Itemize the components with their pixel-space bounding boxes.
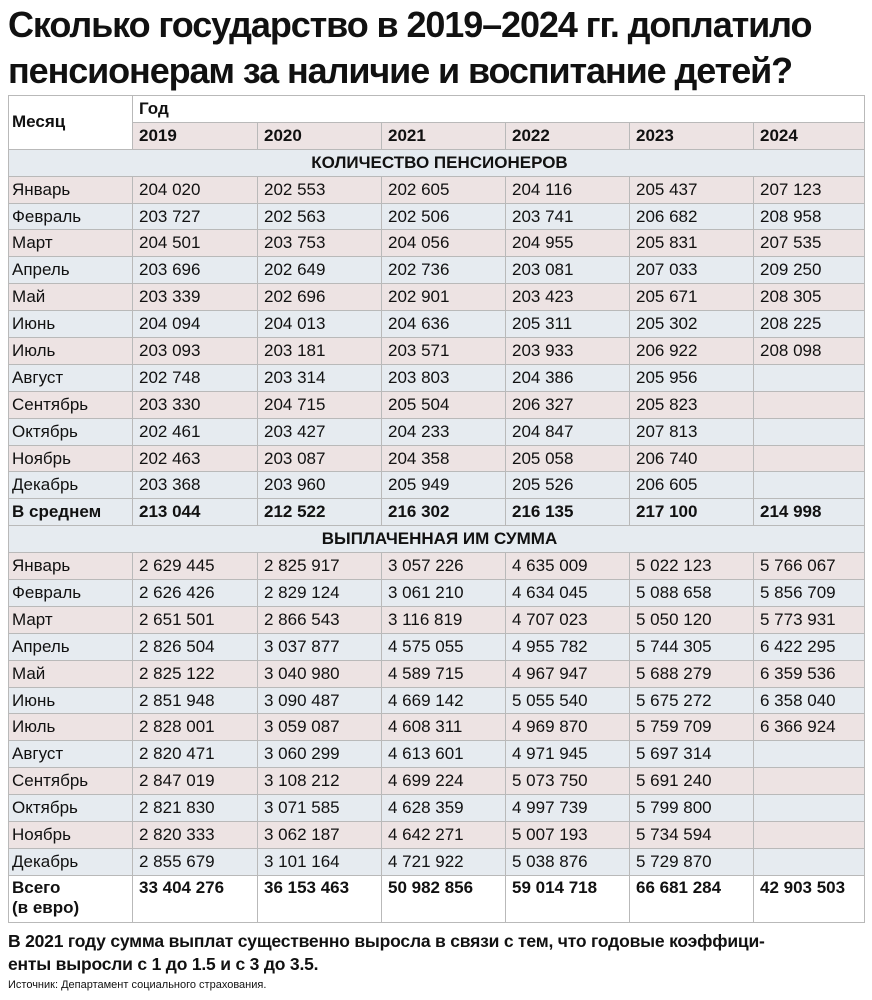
value-cell: 204 013 [258, 311, 382, 338]
table-row [9, 660, 865, 687]
value-cell: 205 831 [630, 230, 754, 257]
value-cell: 4 642 271 [382, 822, 506, 849]
value-cell: 203 803 [382, 364, 506, 391]
value-cell: 5 073 750 [506, 768, 630, 795]
table-row [9, 606, 865, 633]
value-cell: 2 847 019 [133, 768, 258, 795]
value-cell: 6 359 536 [754, 660, 865, 687]
value-cell: 6 422 295 [754, 633, 865, 660]
table-row [9, 257, 865, 284]
table-row [9, 311, 865, 338]
total-label-line-1: Всего [12, 877, 61, 897]
month-cell: Август [9, 364, 133, 391]
table-row [9, 176, 865, 203]
footnote-line-1: В 2021 году сумма выплат существенно выросла в связи с тем, что годовые коэффици- [8, 931, 765, 951]
value-cell: 202 605 [382, 176, 506, 203]
source-note: Источник: Департамент социального страхования. [8, 979, 267, 991]
total-label [9, 875, 133, 922]
value-cell: 5 038 876 [506, 848, 630, 875]
value-cell: 5 799 800 [630, 795, 754, 822]
table-row [9, 364, 865, 391]
value-cell: 205 437 [630, 176, 754, 203]
value-cell: 2 820 333 [133, 822, 258, 849]
total-value: 33 404 276 [133, 875, 258, 922]
value-cell [754, 741, 865, 768]
table-row [9, 633, 865, 660]
value-cell: 202 901 [382, 284, 506, 311]
value-cell: 2 825 917 [258, 553, 382, 580]
value-cell: 2 820 471 [133, 741, 258, 768]
total-value: 42 903 503 [754, 875, 865, 922]
table-header-row [9, 96, 865, 123]
value-cell: 202 461 [133, 418, 258, 445]
year-header: 2021 [382, 122, 506, 149]
value-cell: 4 967 947 [506, 660, 630, 687]
value-cell: 204 056 [382, 230, 506, 257]
table-row [9, 418, 865, 445]
month-cell: Сентябрь [9, 768, 133, 795]
section-title: ВЫПЛАЧЕННАЯ ИМ СУММА [9, 526, 865, 553]
month-cell: Август [9, 741, 133, 768]
value-cell: 3 071 585 [258, 795, 382, 822]
value-cell: 3 061 210 [382, 580, 506, 607]
value-cell: 202 553 [258, 176, 382, 203]
value-cell: 202 696 [258, 284, 382, 311]
value-cell: 4 707 023 [506, 606, 630, 633]
month-cell: Июль [9, 338, 133, 365]
value-cell: 4 997 739 [506, 795, 630, 822]
value-cell: 202 748 [133, 364, 258, 391]
value-cell: 4 613 601 [382, 741, 506, 768]
value-cell: 2 855 679 [133, 848, 258, 875]
month-cell: Октябрь [9, 418, 133, 445]
value-cell: 202 506 [382, 203, 506, 230]
pension-table [8, 95, 865, 923]
value-cell: 208 225 [754, 311, 865, 338]
value-cell: 2 825 122 [133, 660, 258, 687]
table-row [9, 203, 865, 230]
value-cell: 3 062 187 [258, 822, 382, 849]
value-cell: 3 108 212 [258, 768, 382, 795]
month-cell: Июль [9, 714, 133, 741]
value-cell [754, 445, 865, 472]
month-cell: Декабрь [9, 848, 133, 875]
table-row [9, 284, 865, 311]
value-cell: 203 330 [133, 391, 258, 418]
month-cell: Май [9, 660, 133, 687]
year-header: 2019 [133, 122, 258, 149]
value-cell: 204 094 [133, 311, 258, 338]
value-cell: 2 629 445 [133, 553, 258, 580]
total-value: 36 153 463 [258, 875, 382, 922]
value-cell: 205 956 [630, 364, 754, 391]
value-cell: 3 037 877 [258, 633, 382, 660]
value-cell: 3 040 980 [258, 660, 382, 687]
value-cell: 207 813 [630, 418, 754, 445]
table-row [9, 768, 865, 795]
table-row [9, 230, 865, 257]
value-cell [754, 364, 865, 391]
value-cell: 2 651 501 [133, 606, 258, 633]
value-cell: 2 851 948 [133, 687, 258, 714]
section-title: КОЛИЧЕСТВО ПЕНСИОНЕРОВ [9, 149, 865, 176]
month-cell: Апрель [9, 633, 133, 660]
value-cell: 208 958 [754, 203, 865, 230]
value-cell: 205 302 [630, 311, 754, 338]
table-row [9, 553, 865, 580]
value-cell: 4 628 359 [382, 795, 506, 822]
table-row [9, 445, 865, 472]
value-cell: 203 087 [258, 445, 382, 472]
value-cell [754, 848, 865, 875]
value-cell: 5 759 709 [630, 714, 754, 741]
value-cell: 203 339 [133, 284, 258, 311]
value-cell: 4 589 715 [382, 660, 506, 687]
value-cell: 206 682 [630, 203, 754, 230]
month-cell: Март [9, 606, 133, 633]
average-value: 217 100 [630, 499, 754, 526]
value-cell: 2 821 830 [133, 795, 258, 822]
value-cell: 5 856 709 [754, 580, 865, 607]
footnote-line-2: енты выросли с 1 до 1.5 и с 3 до 3.5. [8, 954, 319, 974]
footnote [8, 930, 868, 976]
value-cell: 6 358 040 [754, 687, 865, 714]
month-cell: Октябрь [9, 795, 133, 822]
value-cell: 4 608 311 [382, 714, 506, 741]
table-row [9, 580, 865, 607]
average-label: В среднем [9, 499, 133, 526]
value-cell: 203 093 [133, 338, 258, 365]
average-value: 216 302 [382, 499, 506, 526]
value-cell [754, 418, 865, 445]
value-cell: 206 740 [630, 445, 754, 472]
value-cell: 4 721 922 [382, 848, 506, 875]
average-value: 214 998 [754, 499, 865, 526]
value-cell [754, 822, 865, 849]
value-cell [754, 795, 865, 822]
value-cell: 202 463 [133, 445, 258, 472]
value-cell: 206 605 [630, 472, 754, 499]
value-cell: 203 696 [133, 257, 258, 284]
total-row [9, 875, 865, 922]
value-cell: 209 250 [754, 257, 865, 284]
month-cell: Апрель [9, 257, 133, 284]
value-cell: 205 823 [630, 391, 754, 418]
total-value: 59 014 718 [506, 875, 630, 922]
table-row [9, 472, 865, 499]
value-cell: 5 022 123 [630, 553, 754, 580]
value-cell: 204 358 [382, 445, 506, 472]
value-cell: 3 101 164 [258, 848, 382, 875]
section-title-row [9, 149, 865, 176]
value-cell: 5 773 931 [754, 606, 865, 633]
value-cell: 4 575 055 [382, 633, 506, 660]
title-line-1: Сколько государство в 2019–2024 гг. доплатило [8, 4, 812, 45]
value-cell: 3 059 087 [258, 714, 382, 741]
average-row [9, 499, 865, 526]
value-cell: 2 866 543 [258, 606, 382, 633]
value-cell: 5 055 540 [506, 687, 630, 714]
value-cell: 205 058 [506, 445, 630, 472]
value-cell: 204 116 [506, 176, 630, 203]
value-cell: 5 729 870 [630, 848, 754, 875]
total-label-line-2: (в евро) [12, 897, 80, 917]
value-cell: 5 050 120 [630, 606, 754, 633]
value-cell: 3 090 487 [258, 687, 382, 714]
value-cell: 203 081 [506, 257, 630, 284]
value-cell: 4 955 782 [506, 633, 630, 660]
value-cell: 203 753 [258, 230, 382, 257]
value-cell: 4 634 045 [506, 580, 630, 607]
value-cell: 205 671 [630, 284, 754, 311]
value-cell: 202 649 [258, 257, 382, 284]
total-value: 50 982 856 [382, 875, 506, 922]
value-cell: 207 033 [630, 257, 754, 284]
value-cell: 6 366 924 [754, 714, 865, 741]
value-cell: 4 699 224 [382, 768, 506, 795]
table-row [9, 848, 865, 875]
value-cell: 5 766 067 [754, 553, 865, 580]
value-cell: 5 697 314 [630, 741, 754, 768]
value-cell [754, 391, 865, 418]
value-cell: 204 955 [506, 230, 630, 257]
years-header-row [9, 122, 865, 149]
table-row [9, 338, 865, 365]
value-cell: 203 423 [506, 284, 630, 311]
value-cell: 4 635 009 [506, 553, 630, 580]
table-row [9, 687, 865, 714]
month-cell: Февраль [9, 203, 133, 230]
year-header: 2022 [506, 122, 630, 149]
value-cell: 205 311 [506, 311, 630, 338]
section-title-row [9, 526, 865, 553]
value-cell: 203 571 [382, 338, 506, 365]
month-cell: Февраль [9, 580, 133, 607]
month-column-header: Месяц [9, 96, 133, 150]
value-cell: 203 368 [133, 472, 258, 499]
average-value: 213 044 [133, 499, 258, 526]
table-row [9, 741, 865, 768]
value-cell: 206 922 [630, 338, 754, 365]
value-cell: 203 960 [258, 472, 382, 499]
value-cell: 4 969 870 [506, 714, 630, 741]
value-cell: 208 305 [754, 284, 865, 311]
value-cell: 203 933 [506, 338, 630, 365]
month-cell: Декабрь [9, 472, 133, 499]
table-row [9, 391, 865, 418]
average-value: 216 135 [506, 499, 630, 526]
value-cell: 205 504 [382, 391, 506, 418]
title-line-2: пенсионерам за наличие и воспитание детей? [8, 50, 793, 91]
month-cell: Март [9, 230, 133, 257]
value-cell: 204 501 [133, 230, 258, 257]
year-header: 2024 [754, 122, 865, 149]
value-cell: 206 327 [506, 391, 630, 418]
value-cell: 2 828 001 [133, 714, 258, 741]
value-cell: 2 826 504 [133, 633, 258, 660]
value-cell: 205 526 [506, 472, 630, 499]
month-cell: Май [9, 284, 133, 311]
value-cell: 204 386 [506, 364, 630, 391]
table-row [9, 822, 865, 849]
value-cell: 204 233 [382, 418, 506, 445]
value-cell: 5 744 305 [630, 633, 754, 660]
value-cell [754, 768, 865, 795]
value-cell: 203 427 [258, 418, 382, 445]
value-cell [754, 472, 865, 499]
year-header: 2020 [258, 122, 382, 149]
value-cell: 5 691 240 [630, 768, 754, 795]
value-cell: 4 971 945 [506, 741, 630, 768]
page-title [8, 2, 868, 94]
month-cell: Июнь [9, 687, 133, 714]
table-row [9, 795, 865, 822]
value-cell: 203 727 [133, 203, 258, 230]
value-cell: 202 736 [382, 257, 506, 284]
month-cell: Сентябрь [9, 391, 133, 418]
value-cell: 203 181 [258, 338, 382, 365]
value-cell: 5 675 272 [630, 687, 754, 714]
value-cell: 203 314 [258, 364, 382, 391]
value-cell: 3 116 819 [382, 606, 506, 633]
value-cell: 204 636 [382, 311, 506, 338]
value-cell: 207 123 [754, 176, 865, 203]
year-column-header: Год [133, 96, 865, 123]
total-value: 66 681 284 [630, 875, 754, 922]
value-cell: 5 007 193 [506, 822, 630, 849]
value-cell: 4 669 142 [382, 687, 506, 714]
value-cell: 3 060 299 [258, 741, 382, 768]
month-cell: Ноябрь [9, 445, 133, 472]
value-cell: 203 741 [506, 203, 630, 230]
value-cell: 202 563 [258, 203, 382, 230]
value-cell: 3 057 226 [382, 553, 506, 580]
value-cell: 2 829 124 [258, 580, 382, 607]
value-cell: 208 098 [754, 338, 865, 365]
value-cell: 5 734 594 [630, 822, 754, 849]
value-cell: 2 626 426 [133, 580, 258, 607]
value-cell: 5 688 279 [630, 660, 754, 687]
value-cell: 207 535 [754, 230, 865, 257]
year-header: 2023 [630, 122, 754, 149]
value-cell: 204 847 [506, 418, 630, 445]
value-cell: 204 020 [133, 176, 258, 203]
value-cell: 205 949 [382, 472, 506, 499]
table-row [9, 714, 865, 741]
value-cell: 204 715 [258, 391, 382, 418]
month-cell: Январь [9, 553, 133, 580]
month-cell: Ноябрь [9, 822, 133, 849]
month-cell: Январь [9, 176, 133, 203]
average-value: 212 522 [258, 499, 382, 526]
month-cell: Июнь [9, 311, 133, 338]
value-cell: 5 088 658 [630, 580, 754, 607]
